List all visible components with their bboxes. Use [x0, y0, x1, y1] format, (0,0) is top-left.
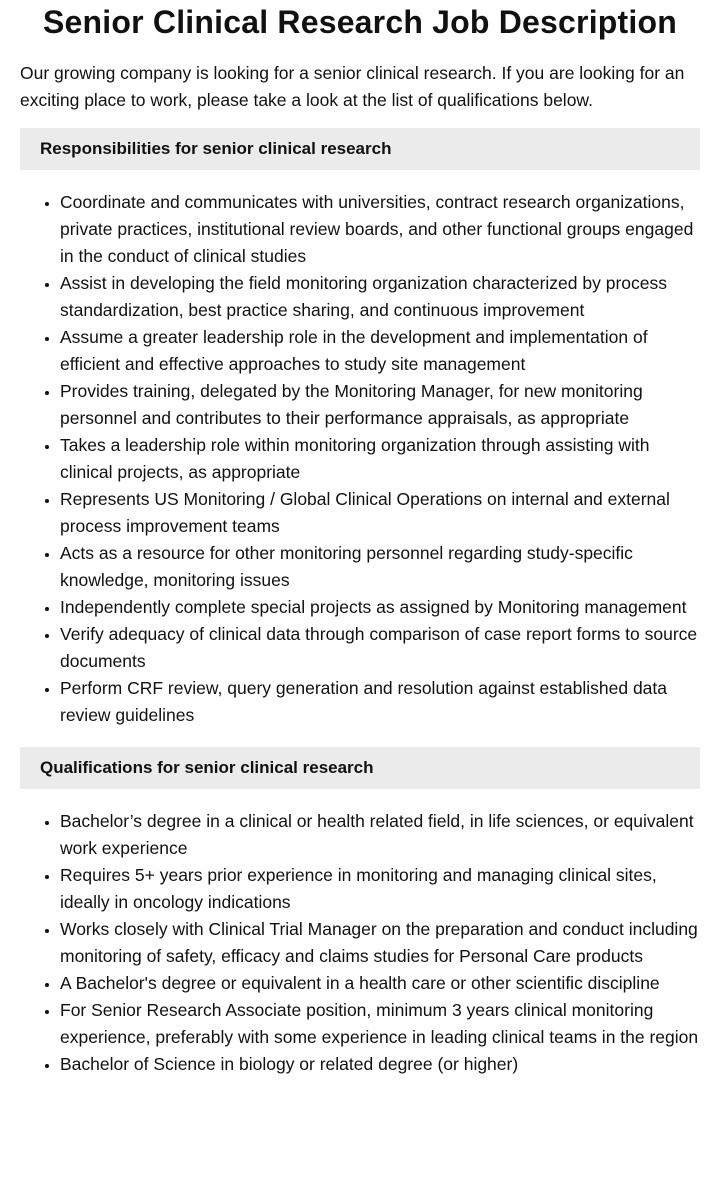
list-item: • A Bachelor's degree or equivalent in a health care or other scientific discipline — [60, 970, 700, 997]
intro-paragraph: Our growing company is looking for a senior clinical research. If you are looking for an exciting place to work, please take a look at the list of qualifications below. — [20, 63, 685, 110]
list-item: • For Senior Research Associate position, minimum 3 years clinical monitoring experience, preferably with some experience in leading clinical teams in the region — [60, 997, 700, 1051]
list-item: • Verify adequacy of clinical data through comparison of case report forms to source documents — [60, 621, 700, 675]
list-item: • Bachelor’s degree in a clinical or health related field, in life sciences, or equivalent work experience — [60, 808, 700, 862]
list-item: • Perform CRF review, query generation and resolution against established data review guidelines — [60, 675, 700, 729]
list-item: • Provides training, delegated by the Monitoring Manager, for new monitoring personnel and contributes to their performance appraisals, as appropriate — [60, 378, 700, 432]
list-item: • Works closely with Clinical Trial Manager on the preparation and conduct including monitoring of safety, efficacy and claims studies for Personal Care products — [60, 916, 700, 970]
list-item: • Requires 5+ years prior experience in monitoring and managing clinical sites, ideally in oncology indications — [60, 862, 700, 916]
responsibilities-heading: Responsibilities for senior clinical research — [20, 128, 700, 170]
page-title: Senior Clinical Research Job Description — [43, 4, 677, 40]
list-item: • Assist in developing the field monitoring organization characterized by process standardization, best practice sharing, and continuous improvement — [60, 270, 700, 324]
list-item: • Acts as a resource for other monitoring personnel regarding study-specific knowledge, monitoring issues — [60, 540, 700, 594]
list-item: • Independently complete special projects as assigned by Monitoring management — [60, 594, 700, 621]
responsibilities-list — [20, 189, 700, 729]
qualifications-list — [20, 808, 700, 1078]
qualifications-heading: Qualifications for senior clinical research — [20, 747, 700, 789]
list-item: • Assume a greater leadership role in the development and implementation of efficient and effective approaches to study site management — [60, 324, 700, 378]
list-item: • Coordinate and communicates with universities, contract research organizations, private practices, institutional review boards, and other functional groups engaged in the conduct of clinical studies — [60, 189, 700, 270]
list-item: • Takes a leadership role within monitoring organization through assisting with clinical projects, as appropriate — [60, 432, 700, 486]
list-item: • Bachelor of Science in biology or related degree (or higher) — [60, 1051, 700, 1078]
list-item: • Represents US Monitoring / Global Clinical Operations on internal and external process improvement teams — [60, 486, 700, 540]
